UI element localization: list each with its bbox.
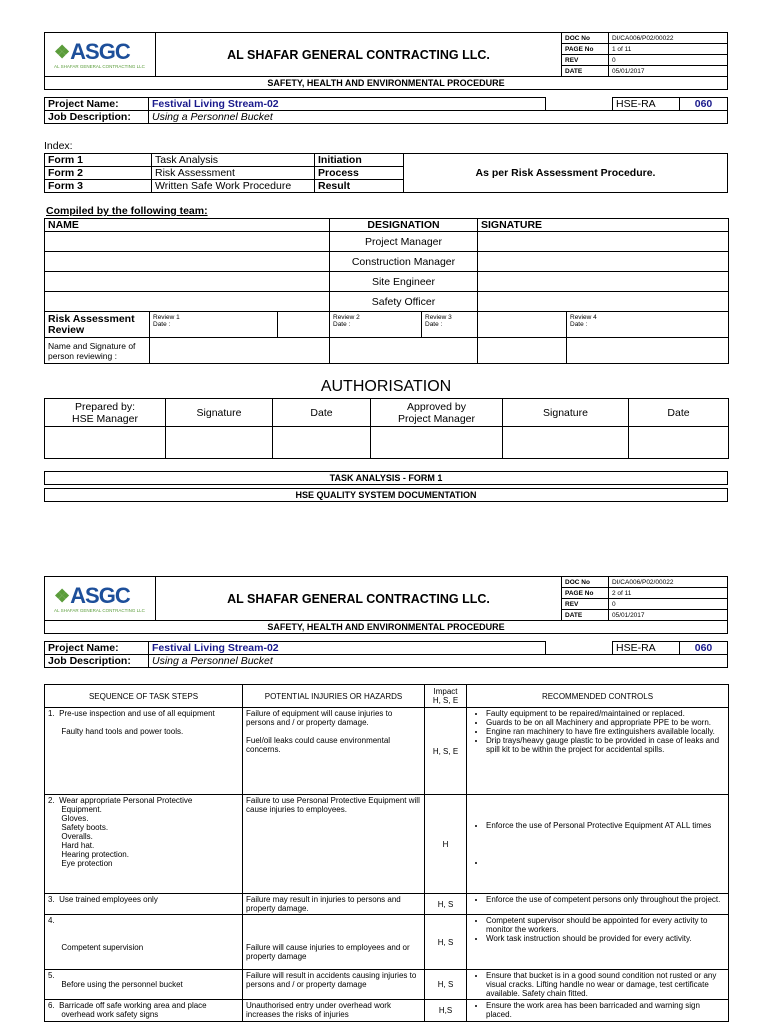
step-sequence: 5. Before using the personnel bucket bbox=[45, 970, 243, 1000]
step-impact: H, S bbox=[425, 894, 467, 915]
prepared-by-field[interactable] bbox=[45, 427, 166, 459]
signature-field[interactable] bbox=[478, 272, 729, 292]
hse-ra-number: 060 bbox=[680, 642, 728, 655]
review-cell: Review 2 Date : bbox=[330, 312, 422, 338]
authorisation-title: AUTHORISATION bbox=[320, 378, 452, 395]
date-field[interactable] bbox=[629, 427, 729, 459]
procedure-title: SAFETY, HEALTH AND ENVIRONMENTAL PROCEDURE bbox=[45, 621, 728, 634]
project-name: Festival Living Stream-02 bbox=[149, 642, 546, 655]
review-cell: Review 1 Date : bbox=[150, 312, 278, 338]
step-impact: H bbox=[425, 795, 467, 894]
step-sequence: 1. Pre-use inspection and use of all equipment Faulty hand tools and power tools. bbox=[45, 708, 243, 795]
step-impact: H, S bbox=[425, 915, 467, 970]
team-table: NAME DESIGNATION SIGNATURE Project Manager Construction Manager Site Engineer Safety Officer Risk Assessment Review Review 1 Date : Review 2 Date : Review 3 Date : Review 4 Date : Name and Signature of person reviewing : bbox=[44, 218, 728, 364]
date-field[interactable] bbox=[273, 427, 371, 459]
step-hazard: Failure will result in accidents causing injuries to persons and / or property damage bbox=[243, 970, 425, 1000]
doc-date: 05/01/2017 bbox=[609, 610, 728, 621]
step-impact: H, S bbox=[425, 970, 467, 1000]
step-impact: H, S, E bbox=[425, 708, 467, 795]
step-sequence: 2. Wear appropriate Personal Protective Equipment. Gloves. Safety boots. Overalls. Hard hat. Hearing protection. Eye protection bbox=[45, 795, 243, 894]
doc-number: DI/CA006/P02/00022 bbox=[609, 33, 728, 44]
index-label: Index: bbox=[44, 140, 73, 152]
team-heading: Compiled by the following team: bbox=[46, 205, 208, 217]
index-table: Form 1 Task Analysis Initiation As per Risk Assessment Procedure. Form 2 Risk Assessment Process Form 3 Written Safe Work Procedure Result bbox=[44, 153, 728, 193]
risk-review-label: Risk Assessment Review bbox=[45, 312, 150, 338]
step-hazard: Failure may result in injuries to persons and property damage. bbox=[243, 894, 425, 915]
project-name: Festival Living Stream-02 bbox=[149, 98, 546, 111]
step-hazard: Failure will cause injuries to employees and or property damage bbox=[243, 915, 425, 970]
step-controls: • Enforce the use of competent persons only throughout the project. bbox=[467, 894, 729, 915]
designation-project-manager: Project Manager bbox=[330, 232, 478, 252]
index-note: As per Risk Assessment Procedure. bbox=[404, 154, 728, 193]
step-controls: • Faulty equipment to be repaired/maintained or replaced. • Guards to be on all Machinery and appropriate PPE to be worn. • Engine ran machinery to have fire extinguishers available locally. • Drip trays/heavy gauge plastic to be provided in case of leaks and spill kit to be within the project for accidental spills. bbox=[467, 708, 729, 795]
job-description: Using a Personnel Bucket bbox=[149, 111, 728, 124]
authorisation-table: Prepared by: HSE Manager Signature Date Approved by Project Manager Signature Date bbox=[44, 398, 728, 459]
procedure-title: SAFETY, HEALTH AND ENVIRONMENTAL PROCEDURE bbox=[45, 77, 728, 90]
revision: 0 bbox=[609, 599, 728, 610]
company-name: AL SHAFAR GENERAL CONTRACTING LLC. bbox=[156, 577, 562, 621]
page2-project-info: Project Name: Festival Living Stream-02 HSE-RA 060 Job Description: Using a Personnel Bucket bbox=[44, 641, 728, 668]
step-hazard: Failure to use Personal Protective Equipment will cause injuries to employees. bbox=[243, 795, 425, 894]
company-name: AL SHAFAR GENERAL CONTRACTING LLC. bbox=[156, 33, 562, 77]
page-number: 2 of 11 bbox=[609, 588, 728, 599]
review-cell: Review 3 Date : bbox=[422, 312, 478, 338]
approved-by-field[interactable] bbox=[371, 427, 503, 459]
task-analysis-title: TASK ANALYSIS - FORM 1 bbox=[45, 472, 728, 485]
signature-field[interactable] bbox=[478, 292, 729, 312]
designation-site-engineer: Site Engineer bbox=[330, 272, 478, 292]
company-logo: ❖ ASGC AL SHAFAR GENERAL CONTRACTING LLC bbox=[45, 33, 156, 77]
hse-ra-number: 060 bbox=[680, 98, 728, 111]
task-steps-table: SEQUENCE OF TASK STEPS POTENTIAL INJURIES OR HAZARDS Impact H, S, E RECOMMENDED CONTROLS 1. Pre-use inspection and use of all equipment Faulty hand tools and power tools. Failure of equipment will cause injuries to persons and / or property damage. Fuel/oil leaks could cause environmental concerns. H, S, E • Faulty equipment to be repaired/maintained or replaced. • Guards to be on all Machinery and appropriate PPE to be worn. • Engine ran machinery to have fire extinguishers available locally. • Drip trays/heavy gauge plastic to be provided in case of leaks and spill kit to be within the project for accidental spills. 2. Wear appropriate Personal Protective Equipment. Gloves. Safety boots. Overalls. Hard hat. Hearing protection. Eye protection Failure to use Personal Protective Equipment will cause injuries to employees. H • Enforce the use of Personal Protective Equipment AT ALL times • 3. Use trained employees only Failure may result in injuries to persons and property damage. H, S • Enforce the use of competent persons only throughout the project. 4. Competent supervision Failure will cause injuries to employees and or property damage H, S • Competent supervisor should be appointed for every activity to monitor the workers. • Work task instruction should be provided for every activity. 5. Before using the personnel bucket Failure will result in accidents causing injuries to persons and / or property damage H, S • Ensure that bucket is in a good sound condition not rusted or any visual cracks. Lifting handle no wear or damage, test certificate available. Safety chain fitted. 6. Barricade off safe working area and place overhead work safety signs Unauthorised entry under overhead work increases the risks of injuries H,S • Ensure the work area has been barricaded and warning sign placed. bbox=[44, 684, 728, 1022]
designation-safety-officer: Safety Officer bbox=[330, 292, 478, 312]
revision: 0 bbox=[609, 55, 728, 66]
page-number: 1 of 11 bbox=[609, 44, 728, 55]
signature-field[interactable] bbox=[478, 252, 729, 272]
review-cell: Review 4 Date : bbox=[567, 312, 729, 338]
job-description: Using a Personnel Bucket bbox=[149, 655, 728, 668]
signature-field[interactable] bbox=[478, 232, 729, 252]
doc-date: 05/01/2017 bbox=[609, 66, 728, 77]
company-logo: ❖ ASGC AL SHAFAR GENERAL CONTRACTING LLC bbox=[45, 577, 156, 621]
step-controls: • Enforce the use of Personal Protective Equipment AT ALL times • bbox=[467, 795, 729, 894]
reviewer-label: Name and Signature of person reviewing : bbox=[45, 338, 150, 364]
designation-construction-manager: Construction Manager bbox=[330, 252, 478, 272]
page1-header: ❖ ASGC AL SHAFAR GENERAL CONTRACTING LLC AL SHAFAR GENERAL CONTRACTING LLC. DOC No DI/CA006/P02/00022 PAGE No 1 of 11 REV 0 DATE 05/01/2017 SAFETY, HEALTH AND ENVIRONMENTAL PROCEDURE bbox=[44, 32, 728, 90]
signature-field[interactable] bbox=[503, 427, 629, 459]
doc-number: DI/CA006/P02/00022 bbox=[609, 577, 728, 588]
step-hazard: Unauthorised entry under overhead work increases the risks of injuries bbox=[243, 1000, 425, 1022]
step-sequence: 4. Competent supervision bbox=[45, 915, 243, 970]
page2-header: ❖ ASGC AL SHAFAR GENERAL CONTRACTING LLC AL SHAFAR GENERAL CONTRACTING LLC. DOC No DI/CA006/P02/00022 PAGE No 2 of 11 REV 0 DATE 05/01/2017 SAFETY, HEALTH AND ENVIRONMENTAL PROCEDURE bbox=[44, 576, 728, 634]
step-controls: • Ensure the work area has been barricaded and warning sign placed. bbox=[467, 1000, 729, 1022]
step-sequence: 6. Barricade off safe working area and place overhead work safety signs bbox=[45, 1000, 243, 1022]
qsd-title: HSE QUALITY SYSTEM DOCUMENTATION bbox=[45, 489, 728, 502]
page1-project-info: Project Name: Festival Living Stream-02 HSE-RA 060 Job Description: Using a Personnel Bucket bbox=[44, 97, 728, 124]
step-sequence: 3. Use trained employees only bbox=[45, 894, 243, 915]
step-controls: • Ensure that bucket is in a good sound condition not rusted or any visual cracks. Lifting handle no wear or damage, test certificate available. Safety chain fitted. bbox=[467, 970, 729, 1000]
signature-field[interactable] bbox=[166, 427, 273, 459]
step-hazard: Failure of equipment will cause injuries to persons and / or property damage. Fuel/oil leaks could cause environmental concerns. bbox=[243, 708, 425, 795]
step-controls: • Competent supervisor should be appointed for every activity to monitor the workers. • Work task instruction should be provided for every activity. bbox=[467, 915, 729, 970]
step-impact: H,S bbox=[425, 1000, 467, 1022]
